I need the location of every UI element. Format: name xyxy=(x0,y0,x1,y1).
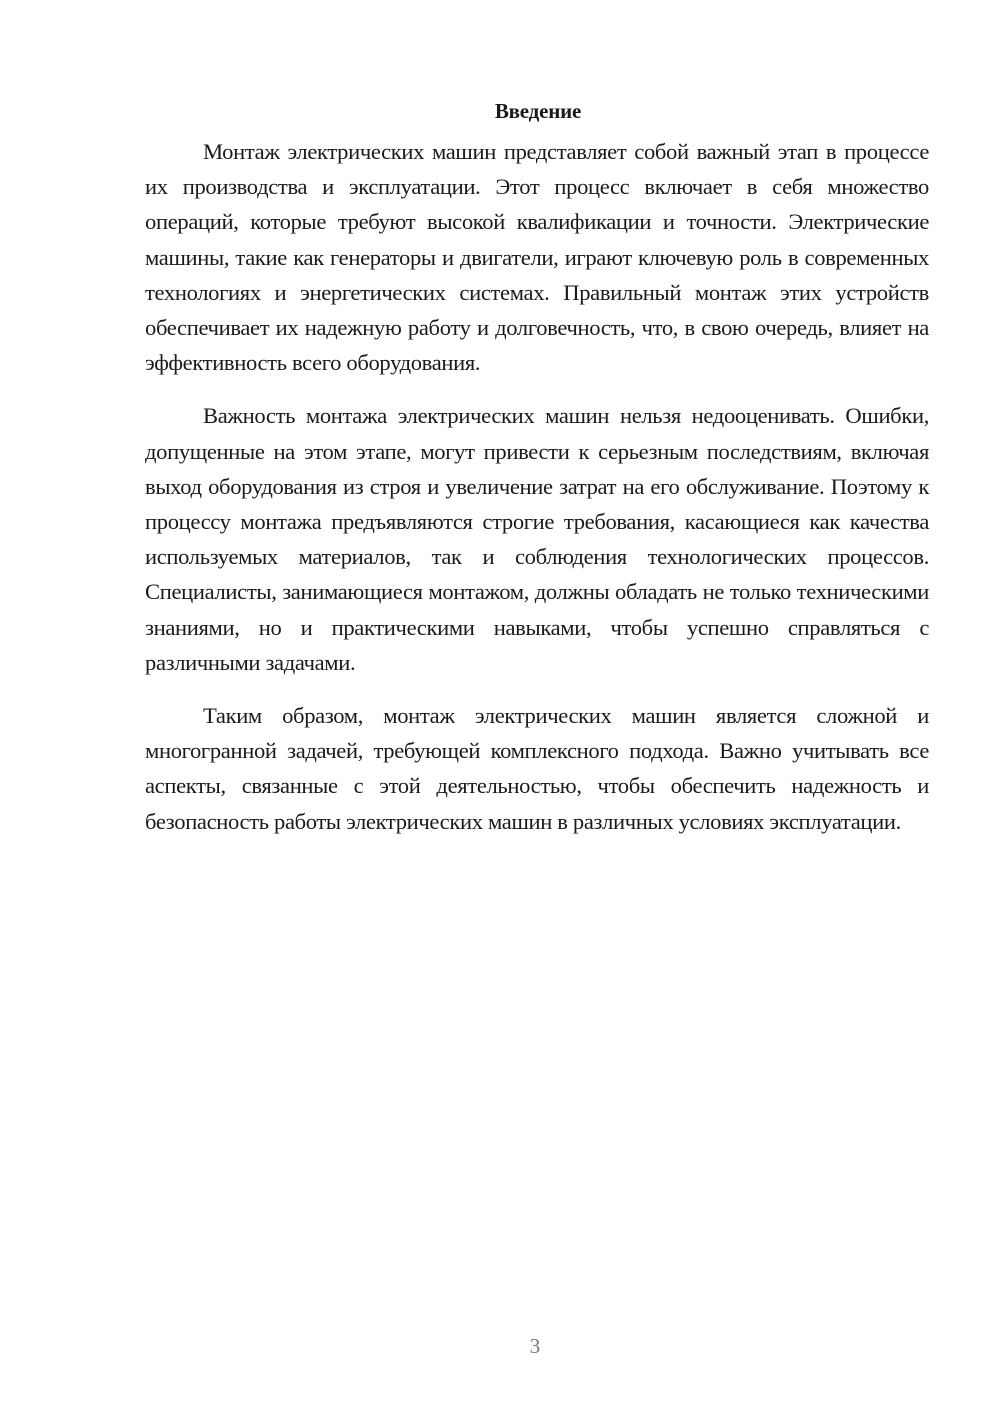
paragraph-conclusion: Таким образом, монтаж электрических машин является сложной и многогранной задачей, требующей комплексного подхода. Важно учитывать все аспекты, связанные с этой деятельностью, чтобы обеспечить надежность и безопасность работы электрических машин в различных условиях эксплуатации. xyxy=(145,703,929,834)
paragraph-intro: Монтаж электрических машин представляет собой важный этап в процессе их производства и эксплуатации. Этот процесс включает в себя множество операций, которые требуют высокой квалификации и точности. Электрические машины, такие как генераторы и двигатели, играют ключевую роль в современных технологиях и энергетических системах. Правильный монтаж этих устройств обеспечивает их надежную работу и долговечность, что, в свою очередь, влияет на эффективность всего оборудования. xyxy=(145,139,929,376)
paragraph-importance: Важность монтажа электрических машин нельзя недооценивать. Ошибки, допущенные на этом этапе, могут привести к серьезным последствиям, включая выход оборудования из строя и увеличение затрат на его обслуживание. Поэтому к процессу монтажа предъявляются строгие требования, касающиеся как качества используемых материалов, так и соблюдения технологических процессов. Специалисты, занимающиеся монтажом, должны обладать не только техническими знаниями, но и практическими навыками, чтобы успешно справляться с различными задачами. xyxy=(145,403,929,675)
page-number: 3 xyxy=(529,1334,541,1358)
section-heading: Введение xyxy=(494,99,582,123)
page-content xyxy=(145,96,929,839)
